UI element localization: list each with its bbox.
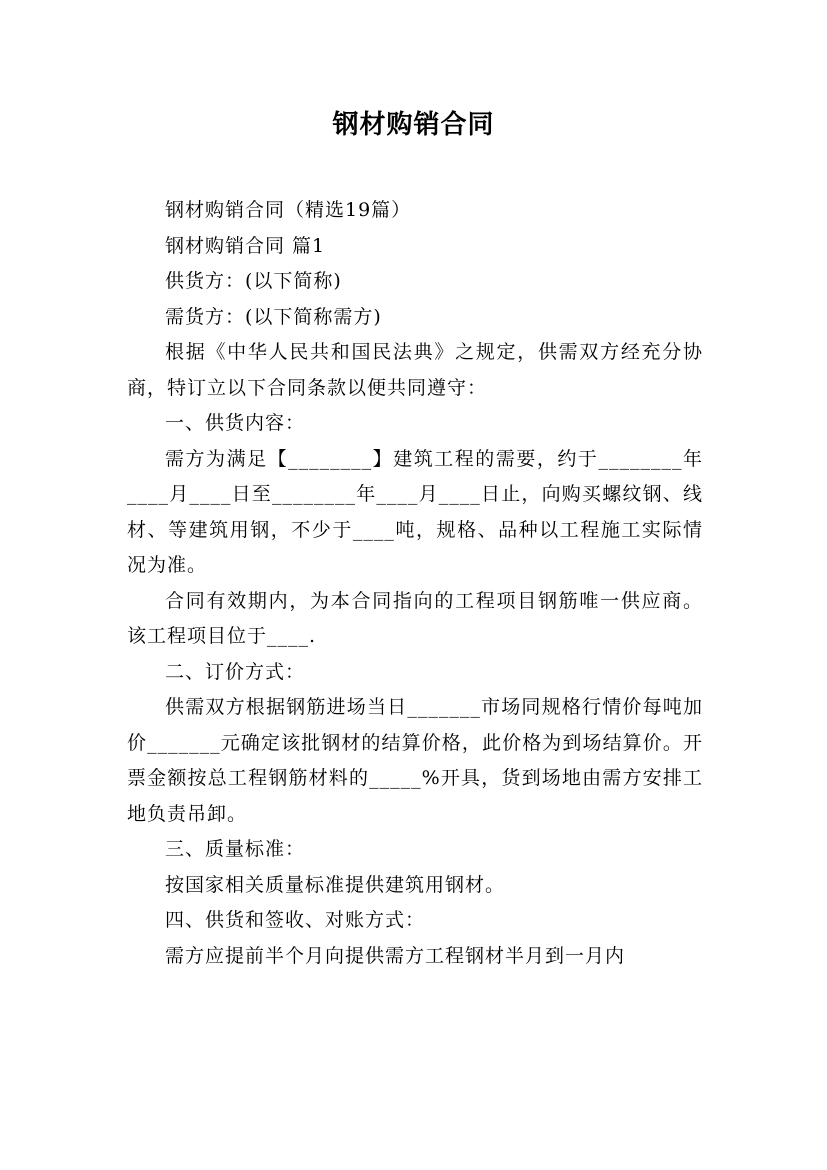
section-heading: 二、订价方式： xyxy=(165,660,306,683)
section-heading: 四、供货和签收、对账方式： xyxy=(165,909,426,931)
paragraph: 钢材购销合同 篇1 xyxy=(165,234,326,257)
paragraph: 供货方：(以下简称) xyxy=(165,270,342,292)
paragraph: 合同有效期内，为本合同指向的工程项目钢筋唯一供应商。该工程项目位于____. xyxy=(127,589,703,647)
document-body xyxy=(127,193,703,974)
paragraph: 根据《中华人民共和国民法典》之规定，供需双方经充分协商，特订立以下合同条款以便共同遵守： xyxy=(127,341,703,399)
section-heading: 一、供货内容： xyxy=(165,412,306,434)
paragraph: 供需双方根据钢筋进场当日_______市场同规格行情价每吨加价_______元确定该批钢材的结算价格，此价格为到场结算价。开票金额按总工程钢筋材料的_____%开具，货到场地由需方安排工地负责吊卸。 xyxy=(127,696,703,825)
paragraph: 需方应提前半个月向提供需方工程钢材半月到一月内 xyxy=(165,944,626,967)
paragraph: 需方为满足【________】建筑工程的需要，约于________年____月____日至________年____月____日止，向购买螺纹钢、线材、等建筑用钢，不少于____吨，规格、品种以工程施工实际情况为准。 xyxy=(127,447,703,576)
paragraph: 需货方：(以下简称需方) xyxy=(165,305,382,328)
document-title: 钢材购销合同 xyxy=(332,110,495,140)
paragraph: 钢材购销合同（精选19篇） xyxy=(165,199,412,221)
paragraph: 按国家相关质量标准提供建筑用钢材。 xyxy=(165,873,506,896)
section-heading: 三、质量标准： xyxy=(165,838,306,860)
